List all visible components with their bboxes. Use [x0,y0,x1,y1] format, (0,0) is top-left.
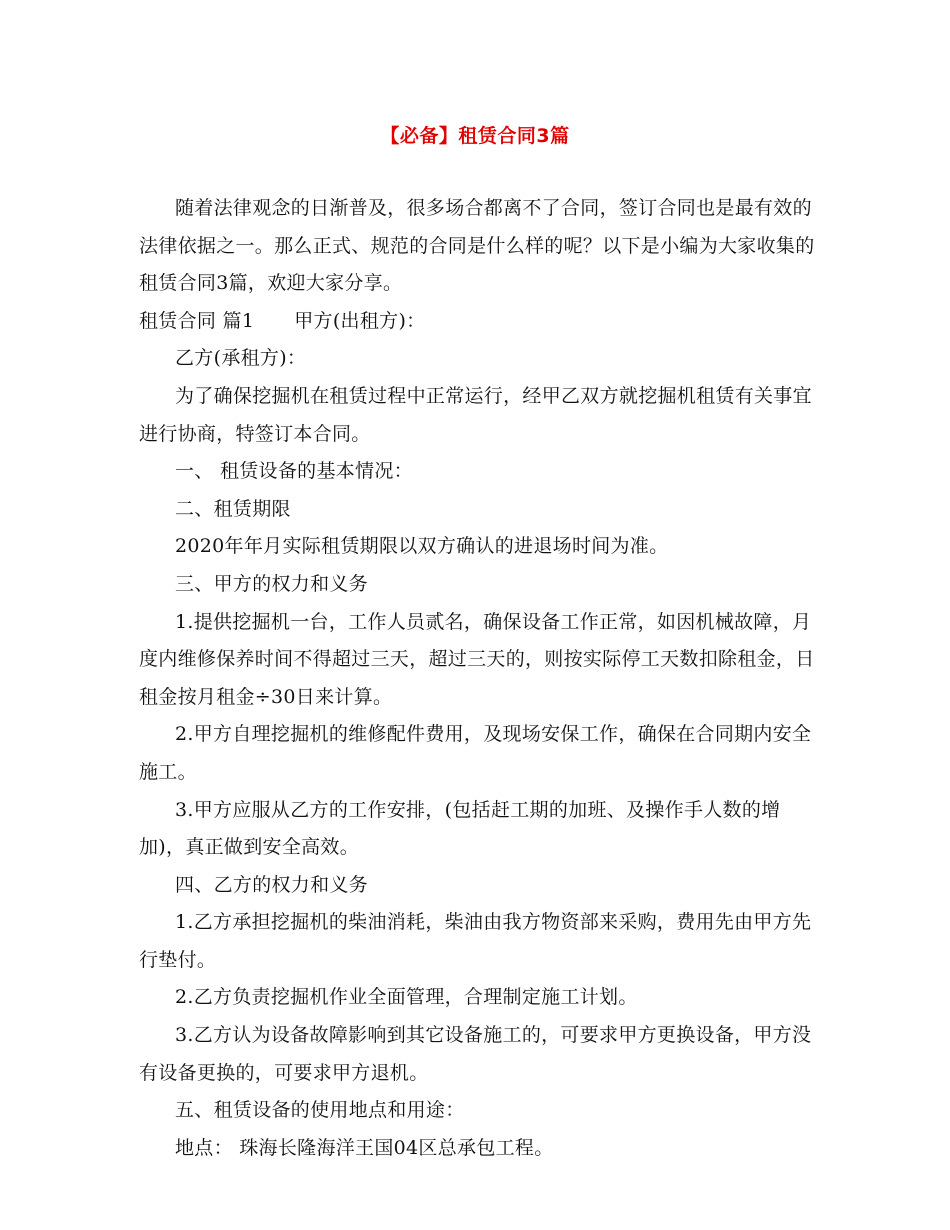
clause-heading-4: 四、乙方的权力和义务 [175,873,369,896]
clause-heading-2: 二、租赁期限 [175,497,291,520]
document-title: 【必备】租赁合同3篇 [380,125,570,147]
intro-paragraph: 随着法律观念的日渐普及，很多场合都离不了合同，签订合同也是最有效的法律依据之一。那么正式、规范的合同是什么样的呢？以下是小编为大家收集的租赁合同3篇，欢迎大家分享。 [139,197,815,295]
clause-heading-1: 一、 租赁设备的基本情况： [175,460,413,483]
party-a-duty-3: 3.甲方应服从乙方的工作安排，(包括赶工期的加班、及操作手人数的增加)，真正做到安全高效。 [139,798,781,859]
party-a-duty-1: 1.提供挖掘机一台，工作人员贰名，确保设备工作正常，如因机械故障，月度内维修保养时间不得超过三天，超过三天的，则按实际停工天数扣除租金，日租金按月租金÷30日来计算。 [139,610,815,708]
lease-term-paragraph: 2020年年月实际租赁期限以双方确认的进退场时间为准。 [175,535,669,558]
clause-heading-3: 三、甲方的权力和义务 [175,572,369,595]
party-b-line: 乙方(承租方)： [175,347,307,370]
party-b-duty-1: 1.乙方承担挖掘机的柴油消耗，柴油由我方物资部来采购，费用先由甲方先行垫付。 [139,911,812,971]
clause-heading-5: 五、租赁设备的使用地点和用途： [175,1099,465,1122]
party-b-duty-2: 2.乙方负责挖掘机作业全面管理，合理制定施工计划。 [175,986,638,1009]
document-body [139,190,815,1167]
location-line: 地点： 珠海长隆海洋王国04区总承包工程。 [175,1136,554,1159]
party-a-duty-2: 2.甲方自理挖掘机的维修配件费用，及现场安保工作，确保在合同期内安全施工。 [139,723,812,783]
contract-heading: 租赁合同 篇1 [139,309,255,332]
section-heading-line [139,303,815,341]
party-a-line: 甲方(出租方)： [294,309,426,332]
purpose-paragraph: 为了确保挖掘机在租赁过程中正常运行，经甲乙双方就挖掘机租赁有关事宜进行协商，特签订本合同。 [139,384,812,445]
party-b-duty-3: 3.乙方认为设备故障影响到其它设备施工的，可要求甲方更换设备，甲方没有设备更换的，可要求甲方退机。 [139,1024,812,1084]
